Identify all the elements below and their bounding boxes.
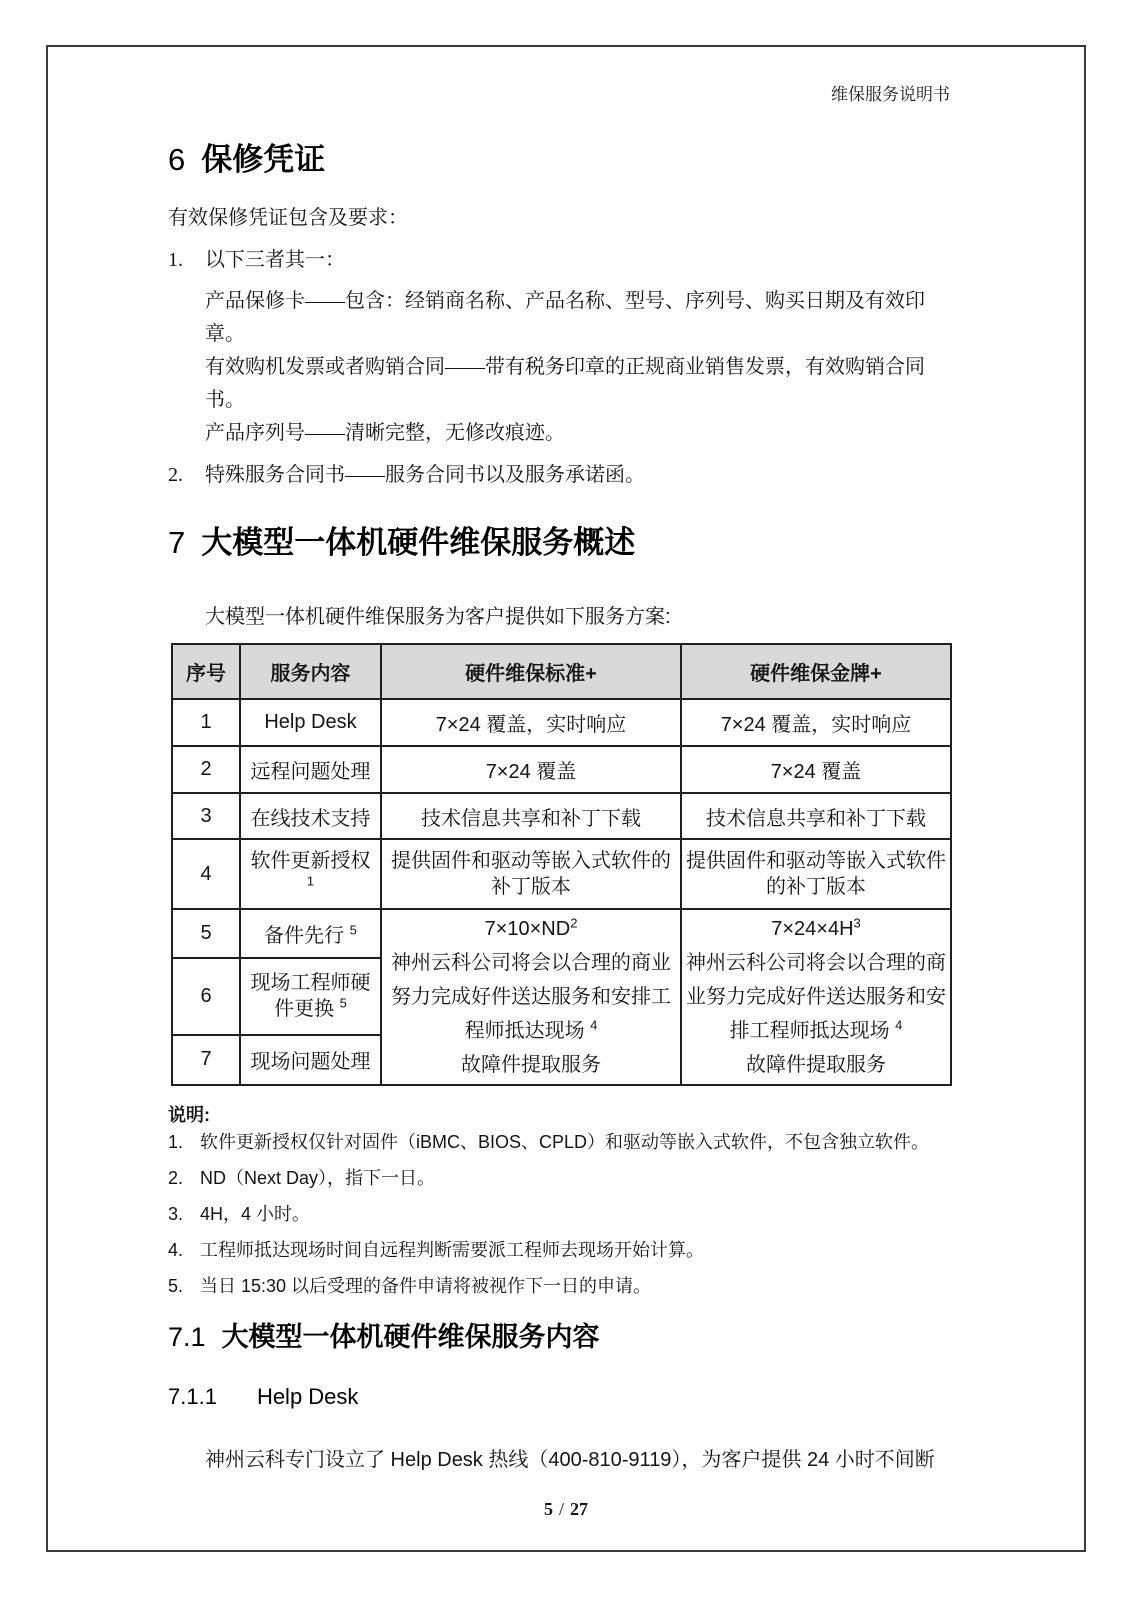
note-item [168,1238,950,1263]
note-item [168,1274,950,1299]
note-text: 当日 15:30 以后受理的备件申请将被视作下一日的申请。 [200,1276,652,1296]
gold-sla-line [686,912,946,946]
cell-service-footnote-line [245,874,376,900]
footnote-ref: 1 [306,873,315,889]
list-item-2 [168,462,950,489]
page-separator: / [558,1499,564,1519]
delivery-text: 神州云科公司将会以合理的商业努力完成好件送达服务和安排工程师抵达现场 [686,952,946,1042]
section-7-heading [168,523,950,563]
cell-index: 6 [172,958,240,1034]
note-text: 软件更新授权仅针对固件（iBMC、BIOS、CPLD）和驱动等嵌入式软件，不包含独立软件。 [200,1132,930,1152]
delivery-text: 神州云科公司将会以合理的商业努力完成好件送达服务和安排工程师抵达现场 [391,952,671,1042]
cell-index: 4 [172,839,240,909]
cell-service: 在线技术支持 [240,793,381,839]
table-header-row [172,644,951,699]
gold-pickup-line: 故障件提取服务 [746,1054,886,1076]
list-item-1-sublist [205,285,950,450]
table-row [172,909,951,958]
list-item-1-number: 1. [168,249,183,271]
cell-standard: 7×24 覆盖，实时响应 [381,699,681,746]
table-row [172,746,951,793]
section-7-intro: 大模型一体机硬件维保服务为客户提供如下服务方案: [205,606,671,628]
sub-line-warranty-card: 产品保修卡——包含：经销商名称、产品名称、型号、序列号、购买日期及有效印章。 [205,290,925,345]
section-7-1-1-number: 7.1.1 [168,1384,217,1409]
section-6-title: 保修凭证 [201,142,326,177]
footnote-ref: 5 [349,922,357,938]
cell-service [240,909,381,958]
page-footer [48,1499,1084,1520]
section-6-number: 6 [168,142,186,177]
notes-label: 说明: [168,1105,210,1125]
standard-delivery-line [386,946,676,1048]
standard-sla-line [386,912,676,946]
section-7-1-heading [168,1320,950,1355]
cell-service-text: 备件先行 [264,925,345,948]
sub-line-invoice: 有效购机发票或者购销合同——带有税务印章的正规商业销售发票，有效购销合同书。 [205,356,925,411]
section-7-title: 大模型一体机硬件维保服务概述 [201,525,636,560]
note-item [168,1166,950,1191]
list-item-2-number: 2. [168,464,183,486]
section-6-intro: 有效保修凭证包含及要求： [168,207,408,229]
standard-pickup-line: 故障件提取服务 [461,1054,601,1076]
cell-index: 5 [172,909,240,958]
list-item-1-text: 以下三者其一： [205,249,345,271]
cell-gold-merged [681,909,951,1085]
sla-text: 7×24×4H [771,918,854,940]
cell-gold: 7×24 覆盖，实时响应 [681,699,951,746]
cell-index: 7 [172,1035,240,1085]
note-item [168,1130,950,1155]
total-page-number: 27 [570,1499,588,1519]
cell-service-text: 现场工程师硬件更换 [250,972,371,1021]
section-7-1-title: 大模型一体机硬件维保服务内容 [221,1322,600,1352]
document-page [46,45,1086,1552]
cell-service [240,958,381,1034]
footnote-ref: 2 [570,915,578,931]
footnote-ref: 5 [339,995,347,1011]
cell-gold: 技术信息共享和补丁下载 [681,793,951,839]
note-number: 1. [168,1132,184,1152]
footnote-ref: 4 [895,1017,903,1033]
page-header-doc-title: 维保服务说明书 [831,85,950,104]
cell-index: 1 [172,699,240,746]
cell-service-text: 软件更新授权 [250,850,371,872]
section-7-number: 7 [168,525,186,560]
note-number: 4. [168,1240,184,1260]
section-6-heading [168,140,950,180]
list-item-1 [168,247,950,274]
notes-list [168,1130,950,1299]
list-item-2-text: 特殊服务合同书——服务合同书以及服务承诺函。 [205,464,645,486]
note-number: 2. [168,1168,184,1188]
col-header-service: 服务内容 [240,644,381,699]
note-text: 工程师抵达现场时间自远程判断需要派工程师去现场开始计算。 [200,1240,704,1260]
section-7-1-1-title: Help Desk [256,1384,359,1409]
footnote-ref: 4 [590,1017,598,1033]
note-number: 3. [168,1204,184,1224]
cell-standard: 7×24 覆盖 [381,746,681,793]
sub-line-serial: 产品序列号——清晰完整，无修改痕迹。 [205,422,565,444]
table-row [172,699,951,746]
cell-standard-merged [381,909,681,1085]
cell-index: 2 [172,746,240,793]
cell-service: Help Desk [240,699,381,746]
section-7-1-number: 7.1 [168,1322,206,1352]
col-header-index: 序号 [172,644,240,699]
gold-delivery-line [686,946,946,1048]
table-row [172,793,951,839]
cell-service [240,839,381,909]
cell-gold: 提供固件和驱动等嵌入式软件的补丁版本 [681,839,951,909]
footnote-ref: 3 [853,915,861,931]
cell-service: 远程问题处理 [240,746,381,793]
helpdesk-body-paragraph: 神州云科专门设立了 Help Desk 热线（400-810-9119），为客户提供 24 小时不间断 [205,1449,935,1471]
cell-gold: 7×24 覆盖 [681,746,951,793]
sla-text: 7×10×ND [484,918,571,940]
cell-index: 3 [172,793,240,839]
service-plan-table [171,643,952,1086]
table-row [172,839,951,909]
col-header-gold-plus: 硬件维保金牌+ [681,644,951,699]
note-number: 5. [168,1276,184,1296]
cell-standard: 提供固件和驱动等嵌入式软件的补丁版本 [381,839,681,909]
section-7-1-1-heading [168,1383,950,1411]
current-page-number: 5 [543,1499,553,1519]
note-text: 4H，4 小时。 [200,1204,311,1224]
cell-service: 现场问题处理 [240,1035,381,1085]
note-item [168,1202,950,1227]
col-header-standard-plus: 硬件维保标准+ [381,644,681,699]
note-text: ND（Next Day），指下一日。 [200,1168,436,1188]
cell-standard: 技术信息共享和补丁下载 [381,793,681,839]
